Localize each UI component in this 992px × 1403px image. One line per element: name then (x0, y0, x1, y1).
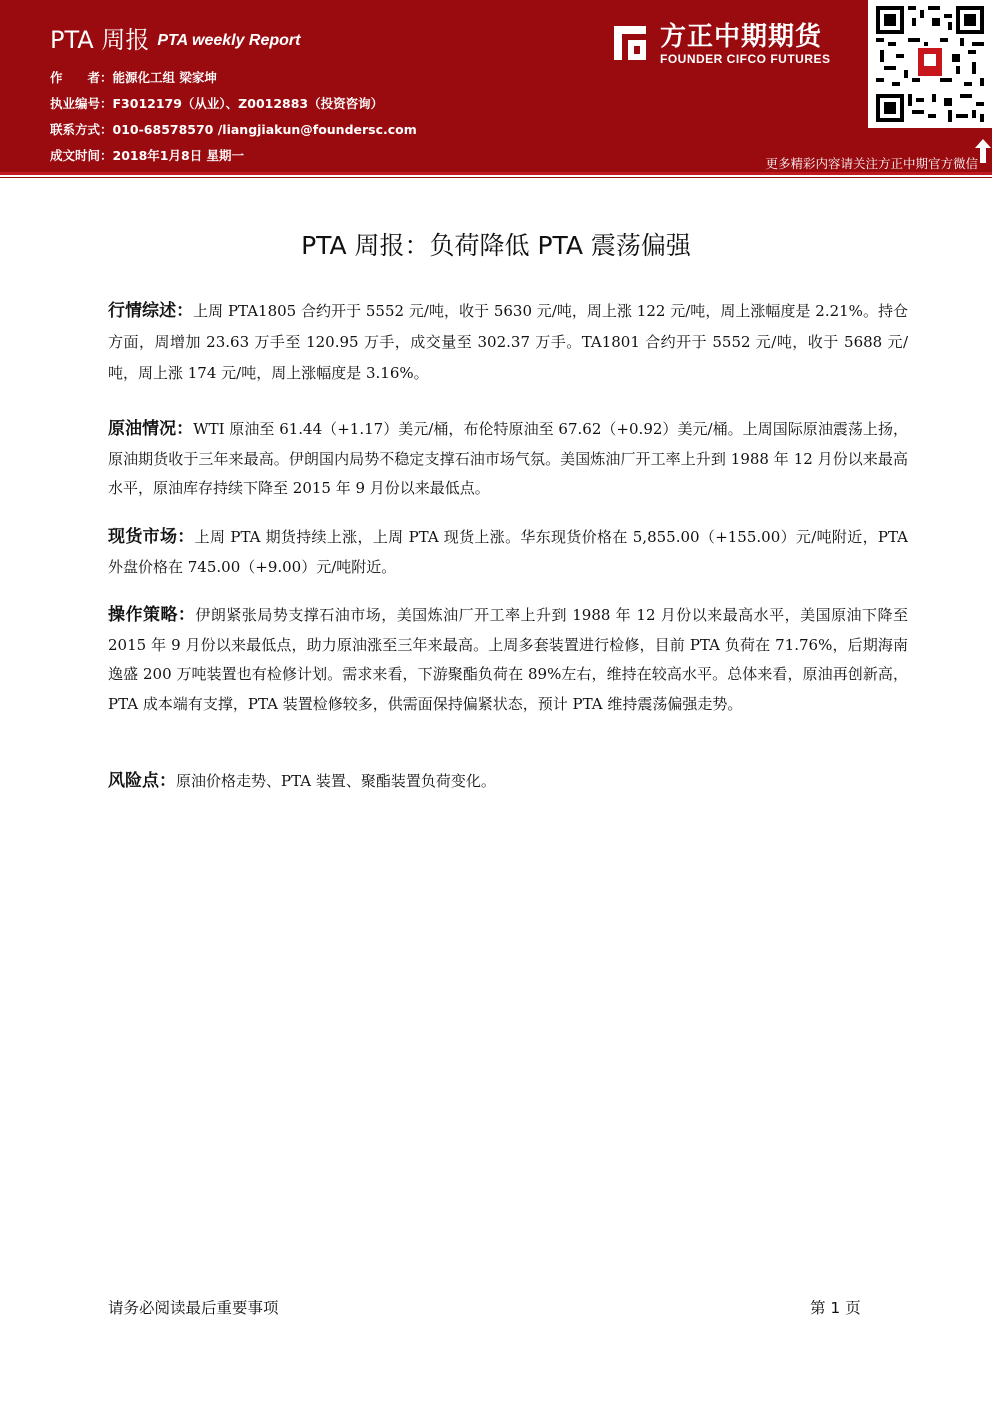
header-divider (0, 172, 992, 175)
license-label: 执业编号： (50, 96, 113, 111)
contact-line (50, 120, 417, 138)
qr-code-icon (876, 6, 984, 122)
section-heading: 操作策略： (108, 605, 196, 625)
section-strategy (108, 601, 908, 719)
report-series-title (50, 20, 300, 55)
date-line (50, 146, 244, 164)
section-body: WTI 原油至 61.44（+1.17）美元/桶，布伦特原油至 67.62（+0.92）美元/桶。上周国际原油震荡上扬，原油期货收于三年来最高。伊朗国内局势不稳定支撑石油市场气氛。美国炼油厂开工率上升到 1988 年 12 月份以来最高水平，原油库存持续下降至 2015 年 9 月份以来最低点。 (108, 420, 908, 497)
section-heading: 原油情况： (108, 419, 194, 439)
document-title: PTA 周报：负荷降低 PTA 震荡偏强 (301, 231, 691, 260)
section-risk (108, 767, 908, 797)
section-body: 上周 PTA1805 合约开于 5552 元/吨，收于 5630 元/吨，周上涨 122 元/吨，周上涨幅度是 2.21%。持仓方面，周增加 23.63 万手至 120.95 万手，成交量至 302.37 万手。TA1801 合约开于 5552 元/吨，收于 5688 元/吨，周上涨 174 元/吨，周上涨幅度是 3.16%。 (108, 302, 908, 382)
footer-notice: 请务必阅读最后重要事项 (108, 1299, 279, 1317)
license-value: F3012179（从业）、Z0012883（投资咨询） (112, 96, 384, 111)
contact-label: 联系方式： (50, 122, 113, 137)
follow-wechat-text: 更多精彩内容请关注方正中期官方微信 (765, 156, 978, 171)
logo-text-cn: 方正中期期货 (660, 22, 823, 52)
header-divider-thin (0, 177, 992, 178)
wechat-qr-code (868, 0, 992, 128)
section-heading: 行情综述： (108, 301, 194, 321)
section-body: 上周 PTA 期货持续上涨，上周 PTA 现货上涨。华东现货价格在 5,855.00（+155.00）元/吨附近，PTA 外盘价格在 745.00（+9.00）元/吨附近。 (108, 528, 909, 576)
company-logo (608, 16, 864, 72)
section-heading: 风险点： (108, 771, 176, 791)
logo-text-en: FOUNDER CIFCO FUTURES (660, 52, 831, 66)
title-cn: PTA 周报 (50, 26, 150, 54)
license-line (50, 94, 383, 112)
report-header (0, 0, 992, 172)
section-heading: 现货市场： (108, 527, 195, 547)
section-body: 伊朗紧张局势支撑石油市场，美国炼油厂开工率上升到 1988 年 12 月份以来最高水平，美国原油下降至 2015 年 9 月份以来最低点，助力原油涨至三年来最高。上周多套装置进行检修，目前 PTA 负荷在 71.76%，后期海南逸盛 200 万吨装置也有检修计划。需求来看，下游聚酯负荷在 89%左右，维持在较高水平。总体来看，原油再创新高，PTA 成本端有支撑，PTA 装置检修较多，供需面保持偏紧状态，预计 PTA 维持震荡偏强走势。 (108, 606, 909, 713)
page-number: 第 1 页 (810, 1299, 861, 1317)
date-value: 2018年1月8日 星期一 (112, 148, 245, 163)
section-spot-market (108, 523, 908, 582)
contact-value[interactable]: 010-68578570 /liangjiakun@foundersc.com (112, 122, 417, 137)
section-market-overview (108, 296, 908, 389)
section-crude-oil (108, 415, 908, 504)
author-line (50, 68, 217, 86)
title-en: PTA weekly Report (157, 32, 301, 49)
date-label: 成文时间： (50, 148, 113, 163)
section-body: 原油价格走势、PTA 装置、聚酯装置负荷变化。 (176, 772, 496, 790)
founder-logo-icon (608, 20, 652, 66)
author-value: 能源化工组 梁家坤 (112, 70, 217, 85)
author-label: 作 者： (50, 70, 113, 85)
